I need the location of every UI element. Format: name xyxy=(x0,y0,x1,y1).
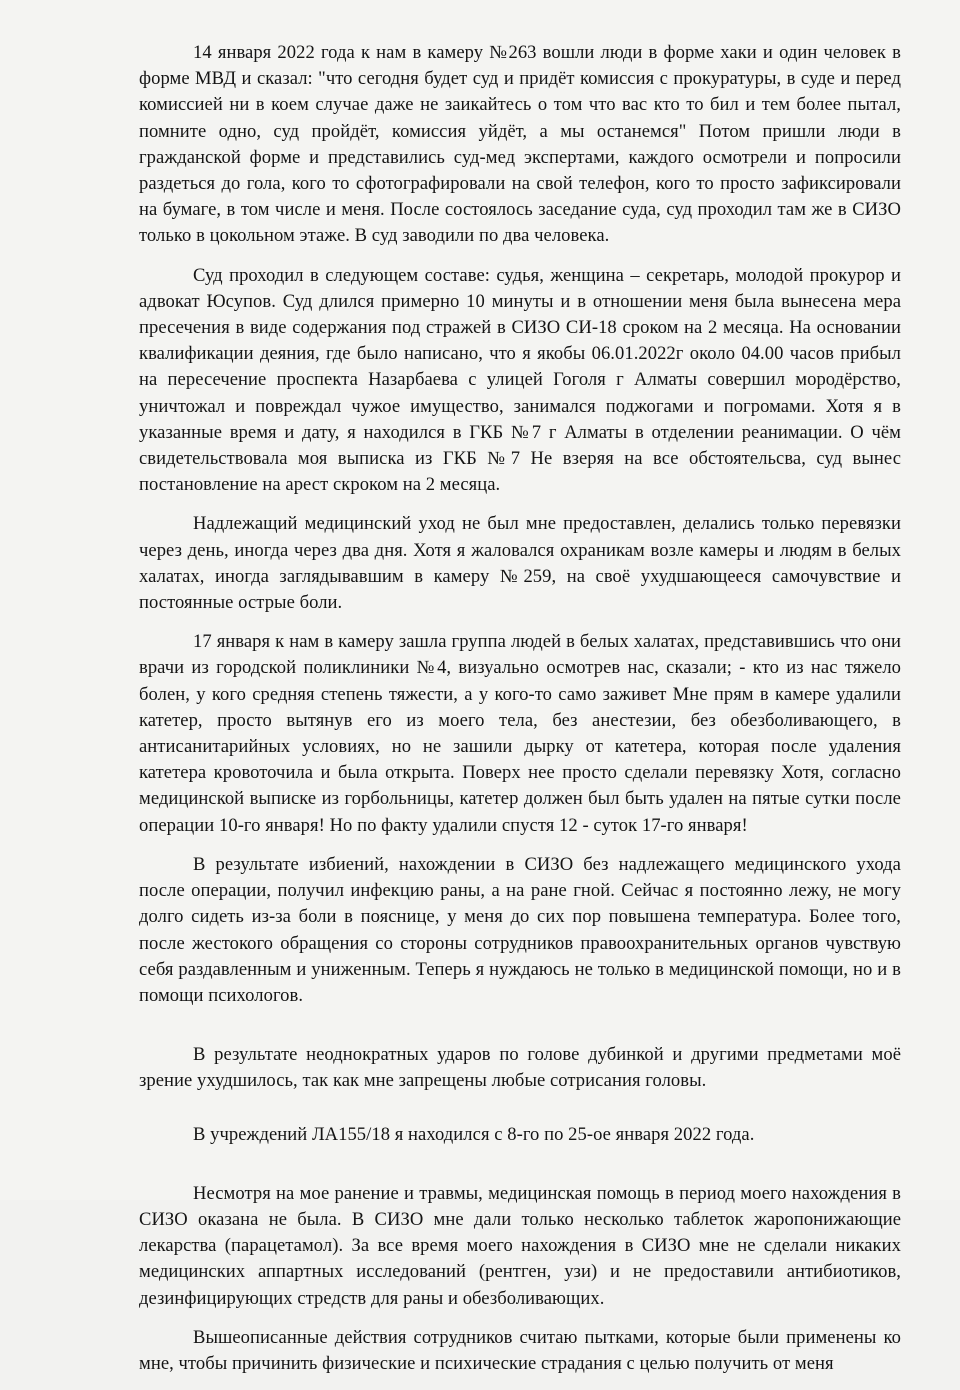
paragraph-6: В результате неоднократных ударов по голове дубинкой и другими предметами моё зрение ухудшилось, так как мне запрещены любые сотрисания головы. xyxy=(139,1044,901,1092)
paragraph-7: В учреждений ЛА155/18 я находился с 8-го по 25-ое января 2022 года. xyxy=(193,1123,755,1145)
paragraph-4: 17 января к нам в камеру зашла группа людей в белых халатах, представившись что они врачи из городской поликлиники №4, визуально осмотрев нас, сказали; - кто из нас тяжело болен, у кого средняя степень тяжести, а у кого-то само заживет Мне прям в камере удалили катетер, просто вытянув его из моего тела, без анестезии, без обезболивающего, в антисанитарийных условиях, но не зашили дырку от катетера, которая после удаления катетера кровоточила и была открыта. Поверх нее просто сделали перевязку Хотя, согласно медицинской выписке из горбольницы, катетер должен был быть удален на пятые сутки после операции 10-го января! Но по факту удалили спустя 12 - суток 17-го января! xyxy=(139,631,901,836)
paragraph-8: Несмотря на мое ранение и травмы, медицинская помощь в период моего нахождения в СИЗО оказана не была. В СИЗО мне дали только несколько таблеток жаропонижающие лекарства (парацетамол). За все время моего нахождения в СИЗО мне не сделали никаких медицинских аппартных исследований (рентген, узи) и не предоставили антибиотиков, дезинфицирующих стредств для раны и обезболивающих. xyxy=(139,1182,901,1309)
paragraph-5: В результате избиений, нахождении в СИЗО без надлежащего медицинского ухода после операции, получил инфекцию раны, а на ране гной. Сейчас я постоянно лежу, не могу долго сидеть из-за боли в пояснице, у меня до сих пор повышена температура. Более того, после жестокого обращения со стороны сотрудников правоохранительных органов чувствую себя раздавленным и униженным. Теперь я нуждаюсь не только в медицинской помощи, но и в помощи психологов. xyxy=(139,853,901,1006)
paragraph-2: Суд проходил в следующем составе: судья, женщина – секретарь, молодой прокурор и адвокат Юсупов. Суд длился примерно 10 минуты и в отношении меня была вынесена мера пресечения в виде содержания под стражей в СИЗО СИ-18 сроком на 2 месяца. На основании квалификации деяния, где было написано, что я якобы 06.01.2022г около 04.00 часов прибыл на пересечение проспекта Назарбаева с улицей Гоголя г Алматы совершил мородёрство, уничтожал и повреждал чужое имущество, занимался поджогами и погромами. Хотя я в указанные время и дату, я находился в ГКБ №7 г Алматы в отделении реанимации. О чём свидетельствовала моя выписка из ГКБ №7 Не взеряя на все обстоятельсва, суд вынес постановление на арест скроком на 2 месяца. xyxy=(139,264,901,496)
paragraph-1: 14 января 2022 года к нам в камеру №263 вошли люди в форме хаки и один человек в форме МВД и сказал: "что сегодня будет суд и придёт комиссия с прокуратуры, в суде и перед комиссией ни в коем случае даже не заикайтесь о том что вас кто то бил и тем более пытал, помните одно, суд пройдёт, комиссия уйдёт, а мы останемся" Потом пришли люди в гражданской форме и представились суд-мед экспертами, каждого осмотрели и попросили раздеться до гола, кого то сфотографировали на свой телефон, кого то просто зафиксировали на бумаге, в том числе и меня. После состоялось заседание суда, суд проходил там же в СИЗО только в цокольном этаже. В суд заводили по два человека. xyxy=(139,42,901,247)
document-body xyxy=(139,40,901,1390)
paragraph-9: Вышеописанные действия сотрудников считаю пытками, которые были применены ко мне, чтобы причинить физические и психические страдания с целью получить от меня xyxy=(139,1326,901,1374)
paragraph-3: Надлежащий медицинский уход не был мне предоставлен, делались только перевязки через день, иногда через два дня. Хотя я жаловался охраникам возле камеры и людям в белых халатах, иногда заглядывавшим в камеру №259, на своё ухудшающееся самочувствие и постоянные острые боли. xyxy=(139,513,901,614)
